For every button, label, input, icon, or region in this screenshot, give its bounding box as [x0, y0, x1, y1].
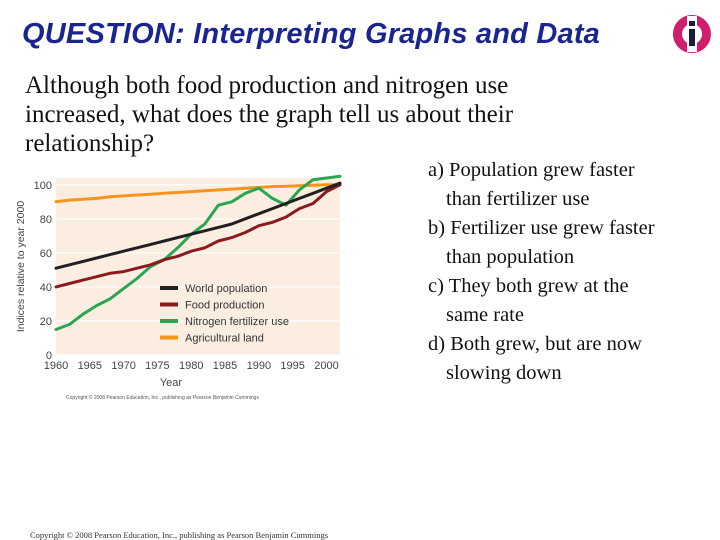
- x-tick-label: 1960: [43, 360, 69, 372]
- answer-line: than population: [446, 246, 575, 268]
- x-tick-label: 1965: [77, 360, 103, 372]
- answer-list: [428, 156, 718, 388]
- y-tick-label: 100: [33, 179, 52, 192]
- answer-line: slowing down: [446, 362, 562, 384]
- y-axis-label: Indices relative to year 2000: [15, 200, 27, 333]
- answer-a[interactable]: [428, 156, 718, 214]
- y-tick-label: 60: [39, 247, 52, 260]
- chart-copyright: Copyright © 2008 Pearson Education, Inc., publishing as Pearson Benjamin Cummings: [66, 395, 259, 401]
- y-tick-label: 0: [45, 350, 52, 362]
- answer-line: than fertilizer use: [446, 188, 590, 210]
- x-tick-label: 2000: [314, 360, 339, 372]
- x-axis-label: Year: [159, 377, 183, 389]
- line-chart: [10, 172, 345, 402]
- legend-label: Agricultural land: [185, 332, 264, 345]
- y-tick-label: 80: [39, 213, 52, 226]
- answer-line: b) Fertilizer use grew faster: [428, 217, 655, 239]
- answer-line: c) They both grew at the: [428, 275, 629, 297]
- plot-background: [56, 178, 340, 355]
- answer-d[interactable]: [428, 330, 718, 388]
- y-tick-label: 20: [39, 315, 52, 328]
- answer-b[interactable]: [428, 214, 718, 272]
- legend-label: Nitrogen fertilizer use: [185, 316, 289, 328]
- chart: [10, 172, 345, 402]
- x-tick-label: 1970: [111, 360, 136, 372]
- answer-line: same rate: [446, 304, 524, 326]
- answer-c[interactable]: [428, 272, 718, 330]
- y-tick-label: 40: [39, 281, 52, 294]
- question-line: increased, what does the graph tell us about their: [25, 101, 514, 128]
- x-tick-label: 1995: [280, 360, 305, 372]
- info-icon: [670, 12, 714, 56]
- question-line: relationship?: [25, 130, 155, 157]
- question-text: [25, 71, 585, 158]
- legend-label: Food production: [185, 299, 265, 312]
- x-tick-label: 1980: [178, 360, 204, 372]
- footer-copyright: Copyright © 2008 Pearson Education, Inc., publishing as Pearson Benjamin Cummings: [30, 530, 329, 540]
- answer-line: d) Both grew, but are now: [428, 333, 642, 355]
- answer-line: a) Population grew faster: [428, 159, 635, 181]
- legend-label: World population: [185, 283, 268, 295]
- x-tick-label: 1985: [212, 360, 238, 372]
- question-line: Although both food production and nitrogen use: [25, 72, 509, 99]
- x-tick-label: 1990: [246, 360, 272, 372]
- slide-title: QUESTION: Interpreting Graphs and Data: [22, 18, 600, 50]
- x-tick-label: 1975: [145, 360, 170, 372]
